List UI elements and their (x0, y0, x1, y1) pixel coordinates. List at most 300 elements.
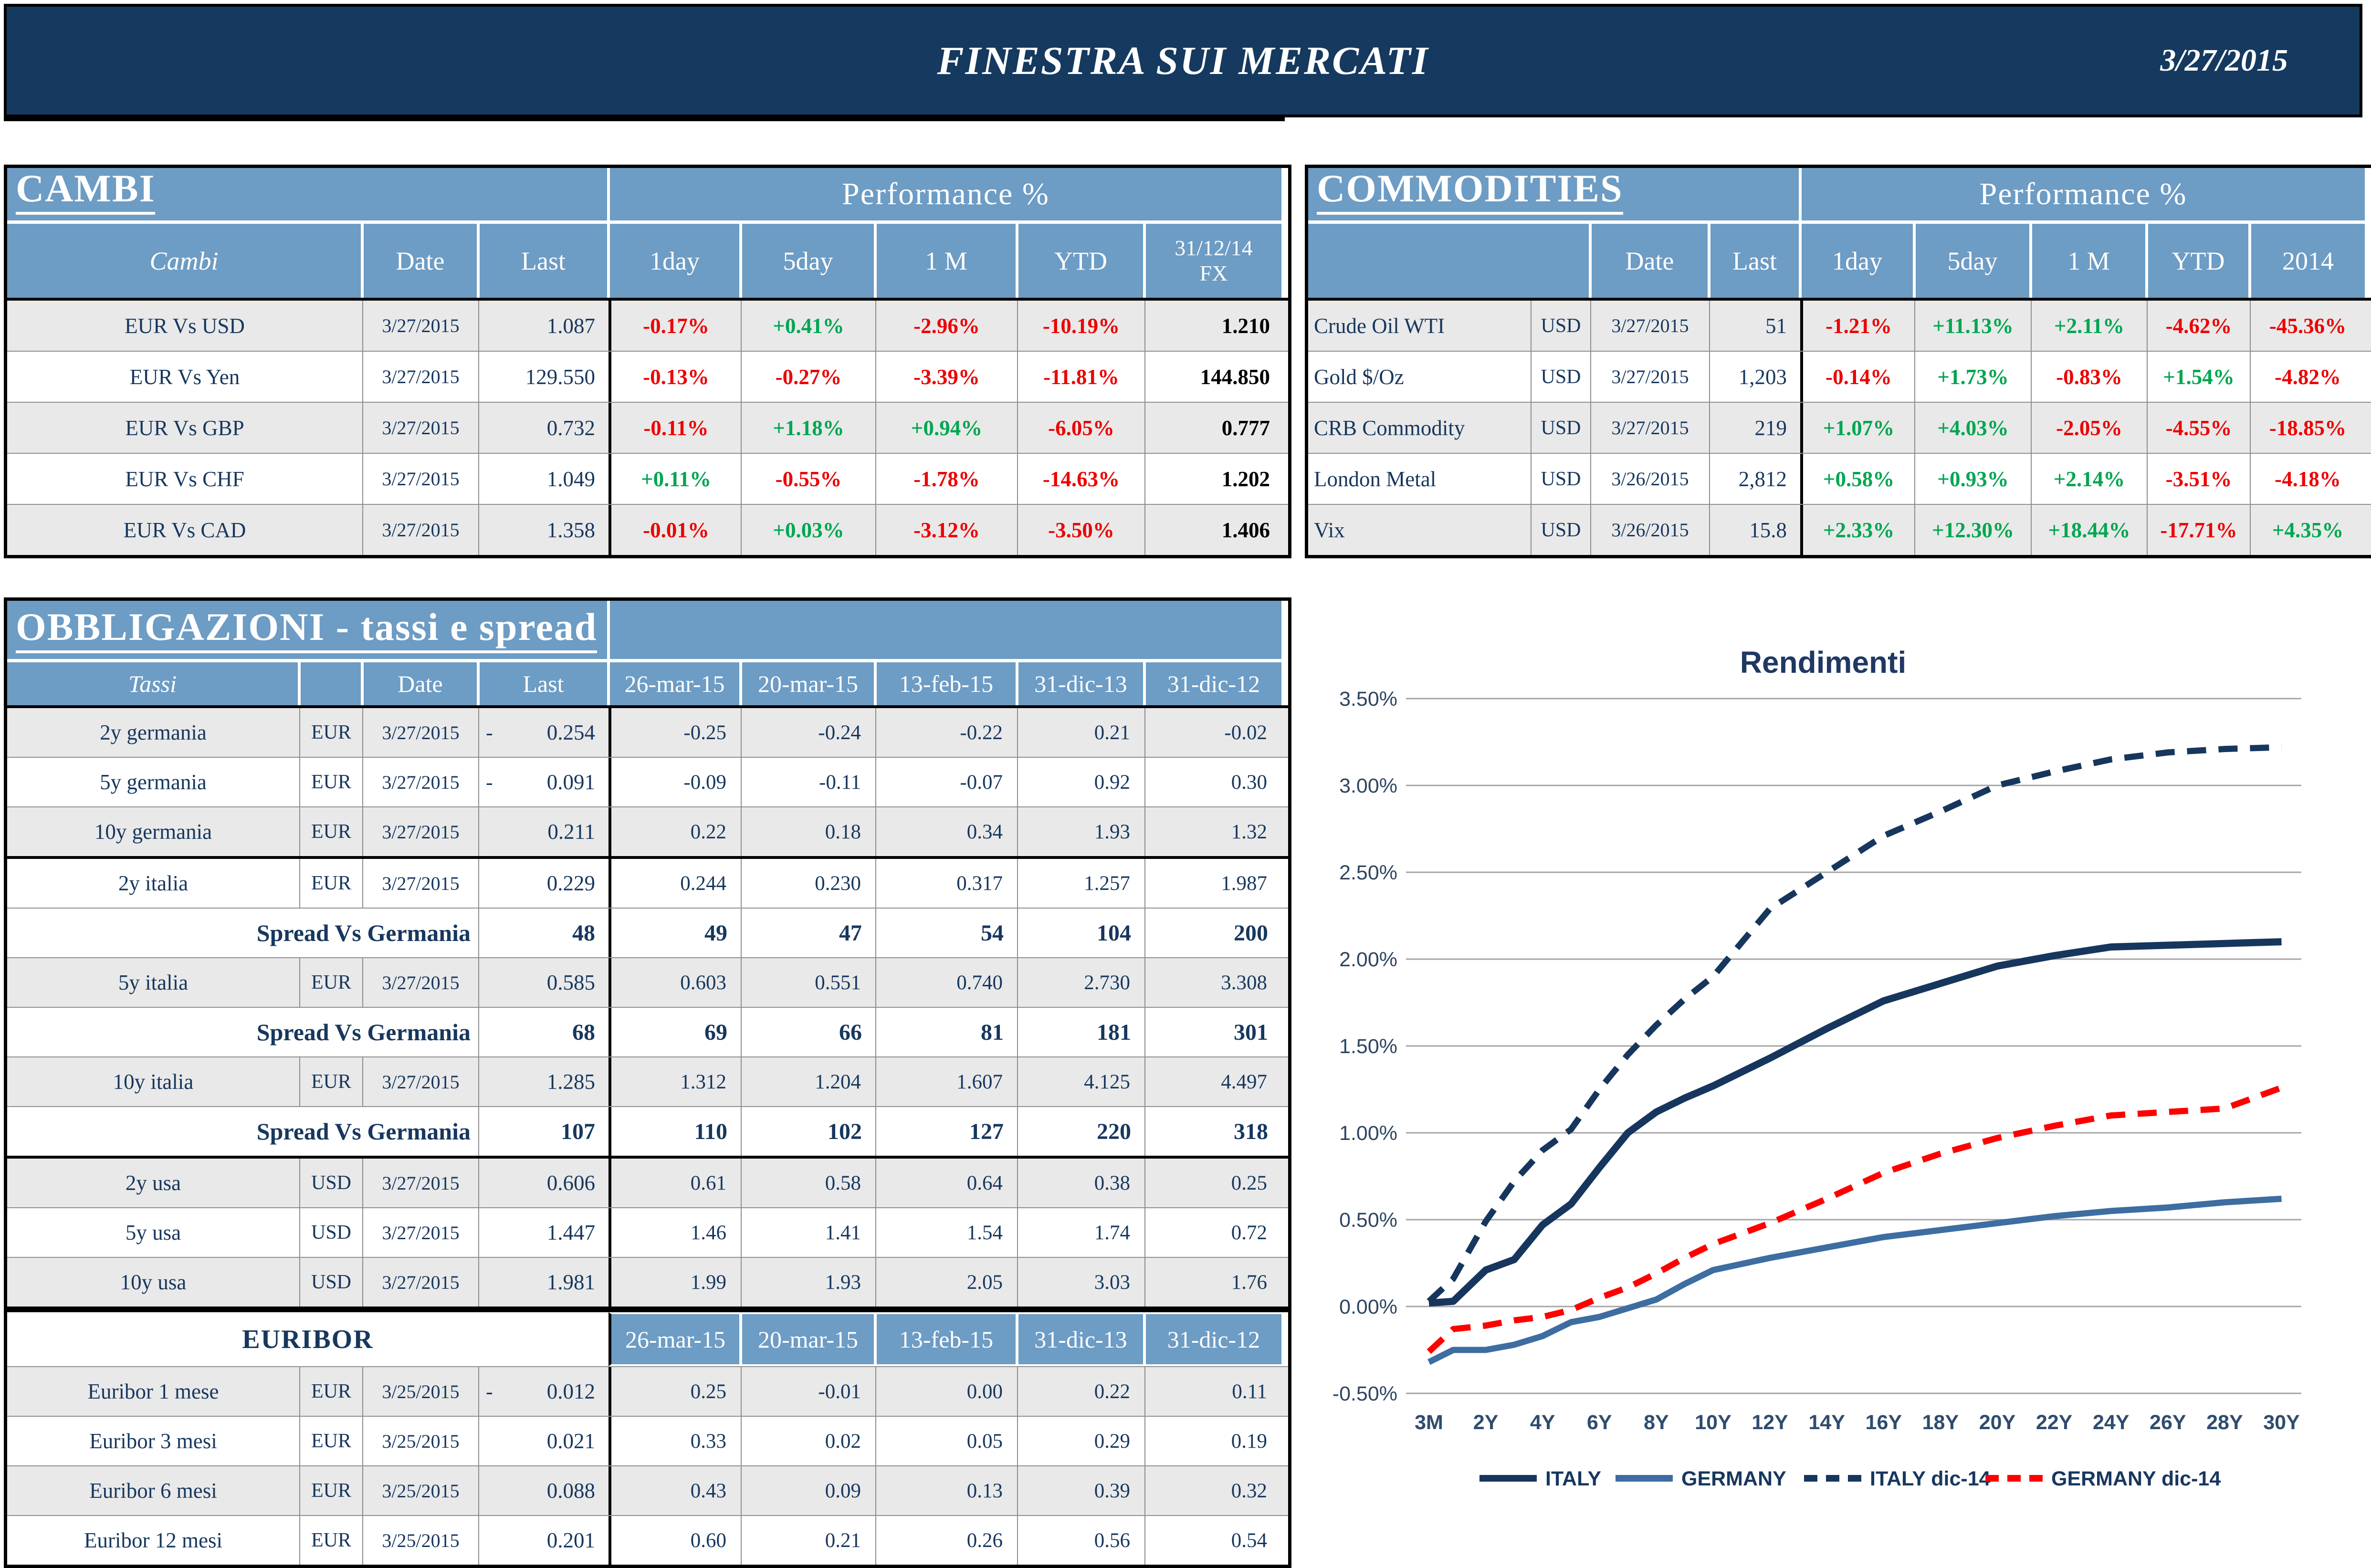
name-cell: 5y usa (125, 1221, 181, 1244)
table-row (7, 1516, 1288, 1565)
date-cell: 3/27/2015 (362, 1208, 478, 1257)
column-header: Last (478, 224, 608, 298)
perf-cell: -0.01% (608, 505, 741, 555)
perf-cell: -0.17% (608, 301, 741, 351)
currency-cell: USD (1531, 454, 1590, 504)
last-cell: 1.087 (478, 301, 608, 351)
last-value: 0.254 (546, 721, 595, 744)
chart-title: Rendimenti (1740, 645, 1907, 679)
last-cell: 1,203 (1709, 352, 1800, 402)
x-axis-label: 26Y (2150, 1411, 2186, 1434)
perf-cell: -4.55% (2147, 403, 2250, 453)
value-cell: 0.230 (741, 859, 875, 908)
perf-cell: +1.73% (1914, 352, 2031, 402)
last-cell: 0.585 (478, 958, 608, 1007)
perf-cell: -0.11% (608, 403, 741, 453)
section-title: COMMODITIES (1317, 169, 1623, 215)
value-cell: 0.00 (875, 1367, 1017, 1416)
perf-cell: +2.14% (2031, 454, 2147, 504)
value-cell: 0.18 (741, 807, 875, 856)
value-cell: 0.26 (875, 1516, 1017, 1565)
date-cell: 3/27/2015 (1590, 352, 1709, 402)
last-cell: 2,812 (1709, 454, 1800, 504)
table-row (7, 1057, 1288, 1107)
euribor-column-header: 13-feb-15 (875, 1312, 1017, 1366)
perf-cell: -14.63% (1017, 454, 1144, 504)
currency-cell: EUR (299, 958, 362, 1007)
spread-last-cell: 48 (478, 909, 608, 957)
date-cell: 3/27/2015 (362, 859, 478, 908)
perf-cell: -18.85% (2250, 403, 2365, 453)
value-cell: 0.22 (608, 807, 741, 856)
value-cell: 0.61 (608, 1159, 741, 1207)
spread-value-cell: 102 (741, 1107, 875, 1156)
legend-label: ITALY (1545, 1467, 1602, 1490)
y-axis-label: 1.50% (1339, 1035, 1397, 1058)
date-cell: 3/25/2015 (362, 1466, 478, 1515)
column-header: Date (362, 224, 478, 298)
bonds-column-header-row (7, 662, 1288, 708)
perf-cell: +0.93% (1914, 454, 2031, 504)
x-axis-label: 24Y (2092, 1411, 2130, 1434)
column-header: 2014 (2250, 224, 2365, 298)
value-cell: 1.93 (1017, 807, 1144, 856)
x-axis-label: 16Y (1865, 1411, 1902, 1434)
titlebar (4, 4, 2362, 117)
bonds-table (4, 597, 1291, 1568)
perf-cell: +0.03% (741, 505, 875, 555)
value-cell: 0.317 (875, 859, 1017, 908)
table-row (1308, 403, 2371, 454)
spread-last-cell: 107 (478, 1107, 608, 1156)
name-cell: EUR Vs CHF (125, 467, 244, 491)
perf-cell: +1.07% (1800, 403, 1914, 453)
column-header: Last (478, 662, 608, 705)
perf-cell: -3.12% (875, 505, 1017, 555)
perf-cell: -0.55% (741, 454, 875, 504)
perf-cell: +18.44% (2031, 505, 2147, 555)
y-axis-label: 3.50% (1339, 688, 1397, 711)
value-cell: 1.312 (608, 1057, 741, 1106)
last-value: 0.012 (546, 1380, 595, 1403)
value-cell: 1.257 (1017, 859, 1144, 908)
x-axis-label: 30Y (2263, 1411, 2300, 1434)
fx-cell: 1.406 (1144, 505, 1281, 555)
currency-cell: EUR (299, 708, 362, 757)
column-header: 1day (608, 224, 741, 298)
currency-cell: EUR (299, 1057, 362, 1106)
date-cell: 3/27/2015 (1590, 403, 1709, 453)
x-axis-label: 6Y (1586, 1411, 1612, 1434)
column-header: Tassi (7, 662, 299, 705)
currency-cell: EUR (299, 1516, 362, 1565)
name-cell: 10y germania (94, 820, 212, 844)
name-cell: EUR Vs GBP (125, 416, 244, 440)
y-axis-label: 1.00% (1339, 1122, 1397, 1145)
value-cell: -0.24 (741, 708, 875, 757)
date-cell: 3/27/2015 (362, 1258, 478, 1307)
value-cell: 0.29 (1017, 1417, 1144, 1465)
table-row (7, 1466, 1288, 1516)
name-cell: EUR Vs Yen (129, 365, 240, 389)
spread-value-cell: 47 (741, 909, 875, 957)
perf-cell: -4.82% (2250, 352, 2365, 402)
performance-header: Performance % (608, 168, 1281, 220)
value-cell: 1.54 (875, 1208, 1017, 1257)
currency-cell: EUR (299, 758, 362, 806)
currency-cell: EUR (299, 859, 362, 908)
column-header: YTD (1017, 224, 1144, 298)
perf-cell: -17.71% (2147, 505, 2250, 555)
perf-cell: -3.51% (2147, 454, 2250, 504)
value-cell: 0.25 (608, 1367, 741, 1416)
value-cell: 3.03 (1017, 1258, 1144, 1307)
last-cell: 0.229 (478, 859, 608, 908)
spread-value-cell: 220 (1017, 1107, 1144, 1156)
series-line-ITALY (1429, 942, 2282, 1303)
name-cell: Crude Oil WTI (1314, 314, 1445, 338)
spread-value-cell: 104 (1017, 909, 1144, 957)
last-cell: 1.285 (478, 1057, 608, 1106)
value-cell: 1.99 (608, 1258, 741, 1307)
last-cell: 0.606 (478, 1159, 608, 1207)
x-axis-label: 2Y (1473, 1411, 1499, 1434)
perf-cell: +0.94% (875, 403, 1017, 453)
table-row (7, 1258, 1288, 1309)
value-cell: 0.551 (741, 958, 875, 1007)
date-cell: 3/25/2015 (362, 1367, 478, 1416)
perf-cell: -0.14% (1800, 352, 1914, 402)
value-cell: 0.43 (608, 1466, 741, 1515)
value-cell: 1.74 (1017, 1208, 1144, 1257)
x-axis-label: 22Y (2035, 1411, 2073, 1434)
spread-value-cell: 200 (1144, 909, 1281, 957)
value-cell: -0.22 (875, 708, 1017, 757)
spread-value-cell: 181 (1017, 1008, 1144, 1056)
last-cell (478, 708, 608, 757)
column-header-line: 31/12/14 (1175, 235, 1253, 260)
value-cell: 1.32 (1144, 807, 1281, 856)
spread-value-cell: 81 (875, 1008, 1017, 1056)
perf-cell: +12.30% (1914, 505, 2031, 555)
name-cell: London Metal (1314, 467, 1437, 491)
column-header: 1 M (2031, 224, 2147, 298)
value-cell: 0.25 (1144, 1159, 1281, 1207)
minus-sign: - (486, 770, 493, 794)
name-cell: Vix (1314, 518, 1345, 542)
table-row (7, 708, 1288, 758)
table-row (7, 505, 1288, 555)
y-axis-label: 2.50% (1339, 861, 1397, 884)
column-header: 1day (1800, 224, 1914, 298)
value-cell: 1.204 (741, 1057, 875, 1106)
date-cell: 3/27/2015 (362, 301, 478, 351)
spread-value-cell: 110 (608, 1107, 741, 1156)
last-cell: 0.211 (478, 807, 608, 856)
value-cell: 0.56 (1017, 1516, 1144, 1565)
euribor-header-row (7, 1309, 1288, 1367)
perf-cell: +1.18% (741, 403, 875, 453)
date-cell: 3/27/2015 (362, 1159, 478, 1207)
table-row (7, 1008, 1288, 1057)
last-cell (478, 1367, 608, 1416)
perf-cell: +11.13% (1914, 301, 2031, 351)
date-cell: 3/27/2015 (362, 454, 478, 504)
value-cell: -0.07 (875, 758, 1017, 806)
legend-label: GERMANY (1681, 1467, 1786, 1490)
name-cell: EUR Vs CAD (123, 518, 246, 542)
last-cell: 0.088 (478, 1466, 608, 1515)
value-cell: 0.22 (1017, 1367, 1144, 1416)
euribor-column-header: 26-mar-15 (608, 1312, 741, 1366)
euribor-column-header: 31-dic-12 (1144, 1312, 1281, 1366)
euribor-column-header: 31-dic-13 (1017, 1312, 1144, 1366)
currency-cell: EUR (299, 1417, 362, 1465)
last-cell: 0.201 (478, 1516, 608, 1565)
section-title-cell (1308, 168, 1800, 220)
fx-cell: 1.202 (1144, 454, 1281, 504)
perf-cell: -1.21% (1800, 301, 1914, 351)
last-cell: 0.732 (478, 403, 608, 453)
date-cell: 3/26/2015 (1590, 505, 1709, 555)
value-cell: -0.01 (741, 1367, 875, 1416)
column-header (1308, 224, 1590, 298)
currency-cell: USD (1531, 352, 1590, 402)
currency-cell: USD (299, 1208, 362, 1257)
perf-cell: -4.62% (2147, 301, 2250, 351)
x-axis-label: 20Y (1979, 1411, 2016, 1434)
column-header: Cambi (7, 224, 362, 298)
value-cell: 0.13 (875, 1466, 1017, 1515)
euribor-column-header: 20-mar-15 (741, 1312, 875, 1366)
perf-cell: +2.11% (2031, 301, 2147, 351)
value-cell: 0.19 (1144, 1417, 1281, 1465)
commodities-header-row (1308, 168, 2371, 224)
x-axis-label: 3M (1415, 1411, 1443, 1434)
name-cell: Gold $/Oz (1314, 365, 1404, 389)
value-cell: 0.603 (608, 958, 741, 1007)
name-cell: CRB Commodity (1314, 416, 1465, 440)
table-row (1308, 454, 2371, 505)
date-cell: 3/26/2015 (1590, 454, 1709, 504)
value-cell: -0.11 (741, 758, 875, 806)
y-axis-label: 2.00% (1339, 948, 1397, 971)
last-cell: 219 (1709, 403, 1800, 453)
name-cell: Euribor 1 mese (87, 1380, 219, 1403)
value-cell: 0.54 (1144, 1516, 1281, 1565)
last-cell: 129.550 (478, 352, 608, 402)
spread-value-cell: 69 (608, 1008, 741, 1056)
table-row (7, 807, 1288, 859)
name-cell: EUR Vs USD (125, 314, 245, 338)
perf-cell: -3.50% (1017, 505, 1144, 555)
value-cell: 0.32 (1144, 1466, 1281, 1515)
value-cell: 0.58 (741, 1159, 875, 1207)
date-cell: 3/25/2015 (362, 1516, 478, 1565)
perf-cell: +2.33% (1800, 505, 1914, 555)
value-cell: 0.244 (608, 859, 741, 908)
value-cell: 0.64 (875, 1159, 1017, 1207)
table-row (7, 758, 1288, 807)
report-title: FINESTRA SUI MERCATI (937, 38, 1429, 83)
value-cell: 0.39 (1017, 1466, 1144, 1515)
column-header: YTD (2147, 224, 2250, 298)
value-cell: 0.740 (875, 958, 1017, 1007)
cambi-table (4, 165, 1291, 558)
date-cell: 3/27/2015 (362, 958, 478, 1007)
currency-cell: USD (299, 1159, 362, 1207)
value-cell: 0.72 (1144, 1208, 1281, 1257)
date-cell: 3/27/2015 (362, 352, 478, 402)
value-cell: 4.497 (1144, 1057, 1281, 1106)
table-row (7, 859, 1288, 909)
minus-sign: - (486, 1380, 493, 1403)
value-cell: 3.308 (1144, 958, 1281, 1007)
fx-cell: 144.850 (1144, 352, 1281, 402)
perf-cell: +0.41% (741, 301, 875, 351)
name-cell: 2y usa (125, 1171, 181, 1195)
column-header: 1 M (875, 224, 1017, 298)
legend-label: ITALY dic-14 (1870, 1467, 1991, 1490)
perf-cell: -11.81% (1017, 352, 1144, 402)
currency-cell: USD (1531, 505, 1590, 555)
spread-value-cell: 318 (1144, 1107, 1281, 1156)
column-header: 26-mar-15 (608, 662, 741, 705)
spread-label: Spread Vs Germania (256, 1019, 471, 1045)
section-title-cell (7, 168, 608, 220)
minus-sign: - (486, 721, 493, 744)
last-cell: 1.358 (478, 505, 608, 555)
perf-cell: -45.36% (2250, 301, 2365, 351)
currency-cell: EUR (299, 807, 362, 856)
table-row (7, 1107, 1288, 1159)
value-cell: 0.05 (875, 1417, 1017, 1465)
section-title-cell (7, 601, 608, 659)
table-row (1308, 352, 2371, 403)
value-cell: 0.33 (608, 1417, 741, 1465)
value-cell: 1.93 (741, 1258, 875, 1307)
cambi-header-row (7, 168, 1288, 224)
table-row (1308, 301, 2371, 352)
perf-cell: -10.19% (1017, 301, 1144, 351)
report-date: 3/27/2015 (2160, 43, 2288, 78)
currency-cell: USD (1531, 301, 1590, 351)
y-axis-label: 0.50% (1339, 1209, 1397, 1232)
name-cell: 10y usa (120, 1270, 187, 1294)
table-row (7, 1159, 1288, 1208)
table-row (7, 403, 1288, 454)
name-cell: Euribor 3 mesi (89, 1429, 217, 1453)
value-cell: 0.09 (741, 1466, 875, 1515)
fx-cell: 1.210 (1144, 301, 1281, 351)
y-axis-label: -0.50% (1332, 1382, 1397, 1405)
table-row (7, 454, 1288, 505)
name-cell: 2y italia (118, 871, 189, 895)
value-cell: 1.76 (1144, 1258, 1281, 1307)
last-value: 0.091 (546, 770, 595, 794)
perf-cell: -4.18% (2250, 454, 2365, 504)
value-cell: 0.30 (1144, 758, 1281, 806)
value-cell: 4.125 (1017, 1057, 1144, 1106)
spread-label: Spread Vs Germania (256, 1118, 471, 1145)
column-header (1144, 224, 1281, 298)
euribor-title: EURIBOR (242, 1324, 374, 1354)
column-header-line: FX (1199, 261, 1228, 285)
perf-cell: +0.11% (608, 454, 741, 504)
date-cell: 3/27/2015 (362, 403, 478, 453)
value-cell: -0.25 (608, 708, 741, 757)
bonds-header-row (7, 601, 1288, 662)
perf-cell: +1.54% (2147, 352, 2250, 402)
last-cell: 51 (1709, 301, 1800, 351)
last-cell: 1.049 (478, 454, 608, 504)
last-cell (478, 758, 608, 806)
perf-cell: -6.05% (1017, 403, 1144, 453)
date-cell: 3/27/2015 (362, 505, 478, 555)
table-row (7, 1367, 1288, 1417)
perf-cell: -2.05% (2031, 403, 2147, 453)
column-header: 5day (1914, 224, 2031, 298)
value-cell: 1.987 (1144, 859, 1281, 908)
perf-cell: +4.35% (2250, 505, 2365, 555)
last-cell: 15.8 (1709, 505, 1800, 555)
name-cell: Euribor 6 mesi (89, 1479, 217, 1503)
perf-cell: -0.13% (608, 352, 741, 402)
value-cell: -0.09 (608, 758, 741, 806)
name-cell: Euribor 12 mesi (84, 1528, 222, 1552)
perf-cell: +0.58% (1800, 454, 1914, 504)
value-cell: 0.92 (1017, 758, 1144, 806)
table-row (7, 1208, 1288, 1258)
x-axis-label: 28Y (2206, 1411, 2243, 1434)
spread-value-cell: 49 (608, 909, 741, 957)
perf-cell: -2.96% (875, 301, 1017, 351)
column-header: 20-mar-15 (741, 662, 875, 705)
performance-header: Performance % (1800, 168, 2365, 220)
commodities-column-header-row (1308, 224, 2371, 301)
rendimenti-chart (1303, 596, 2371, 1527)
date-cell: 3/27/2015 (362, 807, 478, 856)
value-cell: 0.11 (1144, 1367, 1281, 1416)
column-header: 31-dic-12 (1144, 662, 1281, 705)
table-row (7, 1417, 1288, 1466)
table-row (7, 909, 1288, 958)
date-cell: 3/27/2015 (362, 708, 478, 757)
value-cell: 0.38 (1017, 1159, 1144, 1207)
value-cell: 0.02 (741, 1417, 875, 1465)
x-axis-label: 4Y (1530, 1411, 1555, 1434)
section-title: CAMBI (16, 169, 155, 215)
table-row (7, 352, 1288, 403)
blank-header-cell (608, 601, 1281, 659)
x-axis-label: 8Y (1644, 1411, 1669, 1434)
name-cell: 5y italia (118, 971, 189, 994)
spread-label: Spread Vs Germania (256, 920, 471, 946)
perf-cell: -1.78% (875, 454, 1017, 504)
last-cell: 0.021 (478, 1417, 608, 1465)
name-cell: 2y germania (100, 721, 207, 744)
value-cell: 0.60 (608, 1516, 741, 1565)
name-cell: 10y italia (113, 1070, 194, 1094)
value-cell: 1.607 (875, 1057, 1017, 1106)
last-cell: 1.981 (478, 1258, 608, 1307)
commodities-table (1305, 165, 2371, 558)
date-cell: 3/27/2015 (362, 1057, 478, 1106)
x-axis-label: 10Y (1695, 1411, 1731, 1434)
value-cell: 1.41 (741, 1208, 875, 1257)
value-cell: 0.21 (1017, 708, 1144, 757)
y-axis-label: 3.00% (1339, 774, 1397, 797)
